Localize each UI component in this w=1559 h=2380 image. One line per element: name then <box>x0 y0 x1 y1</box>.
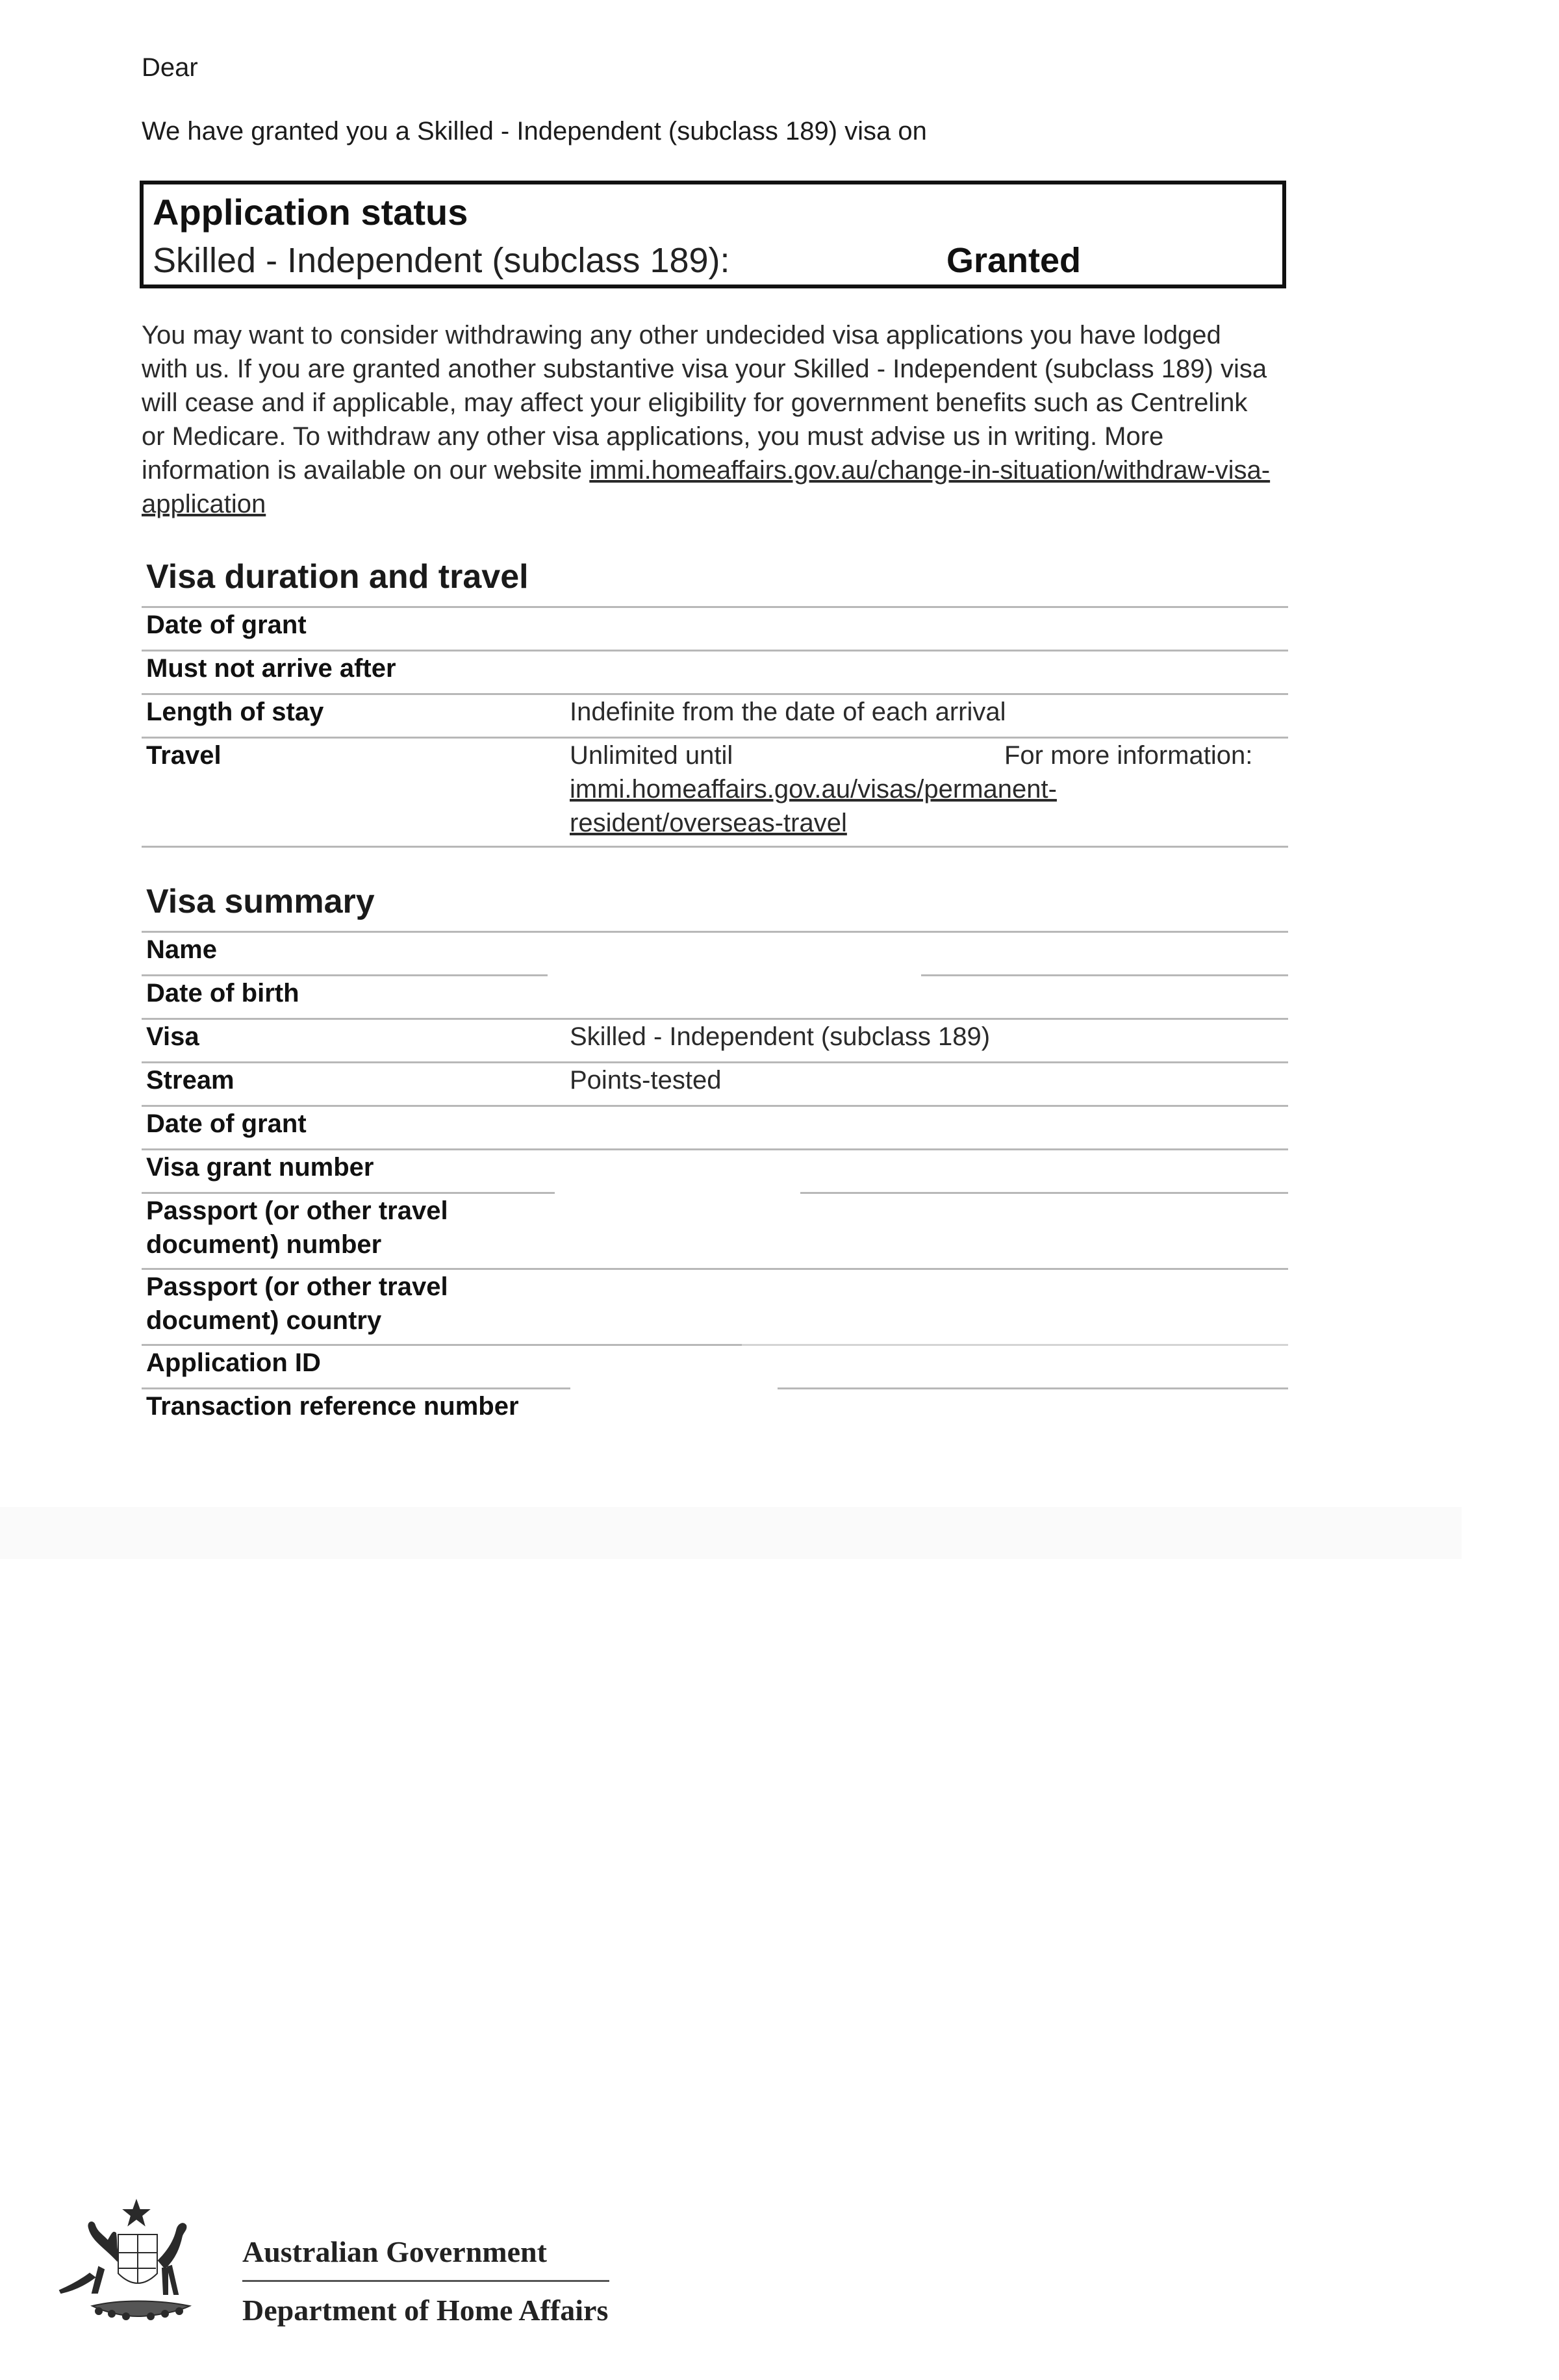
application-status-value: Granted <box>946 241 1082 280</box>
row-label-length-of-stay: Length of stay <box>146 698 324 726</box>
row-label-application-id: Application ID <box>146 1348 321 1377</box>
footer-divider <box>242 2280 609 2282</box>
row-label-date-of-grant: Date of grant <box>146 611 307 639</box>
row-label-date-of-grant-summary: Date of grant <box>146 1109 307 1138</box>
visa-summary-title: Visa summary <box>146 883 375 920</box>
coat-of-arms-icon <box>53 2196 229 2332</box>
row-label-stream: Stream <box>146 1066 234 1095</box>
row-label-passport-country: Passport (or other travel document) country <box>146 1272 448 1335</box>
application-status-title: Application status <box>153 192 468 233</box>
row-label-date-of-birth: Date of birth <box>146 979 299 1007</box>
row-label-travel: Travel <box>146 741 222 770</box>
row-label-name: Name <box>146 935 217 964</box>
page-break-shade <box>0 1507 1462 1559</box>
intro-text: We have granted you a Skilled - Independent (subclass 189) visa on <box>142 117 927 146</box>
row-label-passport-number: Passport (or other travel document) number <box>146 1196 448 1259</box>
australian-government-label: Australian Government <box>242 2235 547 2268</box>
divider <box>142 846 1288 848</box>
divider <box>921 974 1288 976</box>
divider <box>778 1387 1288 1389</box>
divider <box>142 1105 1288 1107</box>
row-value-travel: Unlimited until <box>570 741 733 770</box>
department-name-label: Department of Home Affairs <box>242 2294 609 2327</box>
application-status-label: Skilled - Independent (subclass 189): <box>153 241 730 280</box>
divider <box>742 1344 1288 1346</box>
row-value-length-of-stay: Indefinite from the date of each arrival <box>570 698 1006 726</box>
salutation: Dear <box>142 53 198 82</box>
row-label-must-not-arrive-after: Must not arrive after <box>146 654 396 683</box>
row-label-visa-grant-number: Visa grant number <box>146 1153 374 1182</box>
row-label-transaction-reference: Transaction reference number <box>146 1392 519 1421</box>
withdraw-notice-text: You may want to consider withdrawing any other undecided visa applications you have lodged with us. If you are granted another substantive visa your Skilled - Independent (subclass 189) visa will cease and if applicable, may affect your eligibility for government benefits such as Centrelink or Medicare. To withdraw any other visa applications, you must advise us in writing. More information is available on our website <box>142 321 1267 485</box>
row-label-visa: Visa <box>146 1022 199 1051</box>
row-value-visa: Skilled - Independent (subclass 189) <box>570 1022 991 1051</box>
visa-duration-title: Visa duration and travel <box>146 558 529 596</box>
withdraw-application-link[interactable]: immi.homeaffairs.gov.au/change-in-situation/withdraw-visa-application <box>142 456 1271 518</box>
withdraw-notice <box>142 318 1272 521</box>
divider <box>142 931 1288 933</box>
divider <box>142 606 1288 608</box>
overseas-travel-link[interactable]: immi.homeaffairs.gov.au/visas/permanent-resident/overseas-travel <box>570 775 1057 837</box>
application-status-box <box>140 181 1286 288</box>
travel-more-info: For more information: <box>1004 741 1253 770</box>
divider <box>800 1192 1288 1194</box>
row-value-stream: Points-tested <box>570 1066 722 1095</box>
